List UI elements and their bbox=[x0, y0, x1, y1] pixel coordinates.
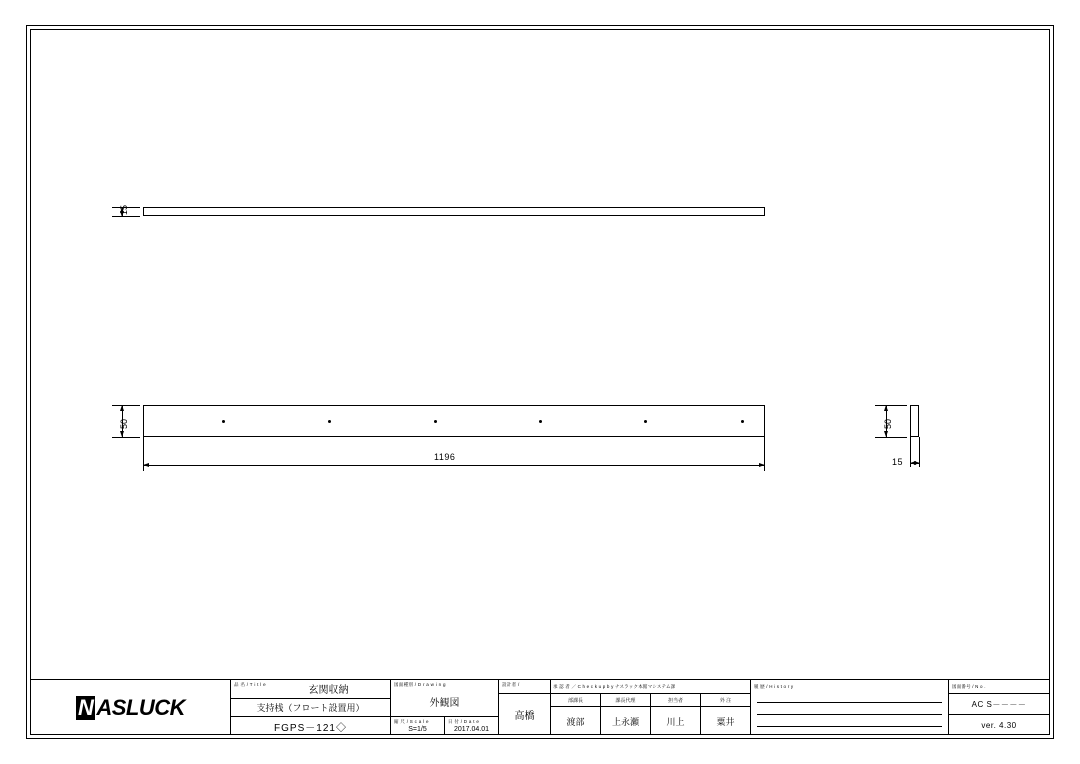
title-line2: 支持桟（フロート設置用） bbox=[256, 703, 365, 713]
title-row-name bbox=[231, 680, 390, 699]
title-line1: 玄関収納 bbox=[308, 685, 349, 697]
designer-value-row bbox=[499, 694, 550, 735]
approval-column bbox=[651, 694, 701, 735]
nasluck-logo bbox=[76, 695, 185, 721]
drawing-kind-row bbox=[391, 680, 498, 717]
logo-n-letter: N bbox=[77, 694, 94, 720]
logo-text: ASLUCK bbox=[96, 694, 186, 720]
mounting-hole bbox=[644, 420, 647, 423]
dim-end-width bbox=[910, 463, 920, 464]
ext-line-end-bottom bbox=[875, 437, 907, 438]
dim-end-width-label: 15 bbox=[892, 457, 904, 467]
mounting-hole bbox=[222, 420, 225, 423]
designer-label-row bbox=[499, 680, 550, 694]
designer-name: 高橋 bbox=[514, 711, 535, 722]
approval-role: 課長代理 bbox=[601, 694, 650, 707]
mounting-hole bbox=[539, 420, 542, 423]
date-cell bbox=[445, 717, 498, 735]
designer-cell bbox=[499, 680, 551, 735]
history-line bbox=[757, 702, 942, 703]
dim-main-height-label: 50 bbox=[119, 418, 129, 429]
title-label: 品 名 / T i t l e bbox=[234, 682, 266, 687]
approval-role: 部課長 bbox=[551, 694, 600, 707]
part-front-view-main-bar bbox=[143, 405, 765, 437]
mounting-hole bbox=[741, 420, 744, 423]
drawing-number-label: 図面番号 / N o . bbox=[949, 680, 1049, 694]
scale-date-row bbox=[391, 717, 498, 735]
drawing-number-cell bbox=[949, 680, 1049, 735]
scale-cell bbox=[391, 717, 445, 735]
approval-cell bbox=[551, 680, 751, 735]
approval-name: 粟井 bbox=[716, 716, 735, 727]
approval-role: 外 注 bbox=[701, 694, 750, 707]
drawing-kind-label: 図面種別 / D r a w i n g bbox=[394, 682, 446, 687]
approval-name: 上永瀬 bbox=[611, 716, 639, 727]
dim-main-length-label: 1196 bbox=[434, 452, 456, 462]
drawing-area bbox=[30, 29, 1050, 679]
dim-thin-thickness-label: 15 bbox=[119, 204, 129, 215]
approval-name: 渡部 bbox=[566, 716, 585, 727]
dim-end-height-label: 50 bbox=[883, 418, 893, 429]
history-lines bbox=[751, 694, 948, 735]
date-label: 日 付 / D a t e bbox=[448, 719, 480, 724]
date-value: 2017.04.01 bbox=[453, 726, 490, 733]
mounting-hole bbox=[434, 420, 437, 423]
history-line bbox=[757, 714, 942, 715]
approval-role: 担当者 bbox=[651, 694, 700, 707]
ext-line-main-top bbox=[112, 405, 140, 406]
drawing-number-value: AC S－－－－ bbox=[949, 694, 1049, 715]
drawing-kind-cell bbox=[391, 680, 499, 735]
title-row-code bbox=[231, 717, 390, 735]
drawing-kind-value: 外観図 bbox=[429, 698, 460, 709]
approval-column bbox=[551, 694, 601, 735]
title-block bbox=[31, 679, 1049, 735]
scale-value: S=1/5 bbox=[408, 726, 427, 733]
part-end-view-section bbox=[910, 405, 919, 437]
ext-line-end-top bbox=[875, 405, 907, 406]
approval-name: 川上 bbox=[666, 716, 685, 727]
approval-label: 承 認 者 ／ C h e c k u p b y ナスラック本館マシステム課 bbox=[551, 680, 750, 694]
ext-line-thin-bottom bbox=[112, 216, 140, 217]
designer-label: 設計者 / bbox=[502, 682, 520, 687]
drawing-version: ver. 4.30 bbox=[981, 720, 1017, 730]
history-cell bbox=[751, 680, 949, 735]
approval-columns bbox=[551, 694, 750, 735]
product-code: FGPS－121◇ bbox=[274, 722, 347, 734]
approval-column bbox=[701, 694, 750, 735]
part-side-view-thin-bar bbox=[143, 207, 765, 216]
approval-column bbox=[601, 694, 651, 735]
mounting-hole bbox=[328, 420, 331, 423]
history-line bbox=[757, 726, 942, 727]
title-row-subname bbox=[231, 699, 390, 718]
dim-main-length bbox=[143, 465, 765, 466]
title-cell bbox=[231, 680, 391, 735]
scale-label: 縮 尺 / S c a l e bbox=[394, 719, 429, 724]
ext-line-main-bottom bbox=[112, 437, 140, 438]
company-logo bbox=[31, 680, 231, 735]
history-label: 履 歴 / H i s t o r y bbox=[754, 684, 794, 689]
